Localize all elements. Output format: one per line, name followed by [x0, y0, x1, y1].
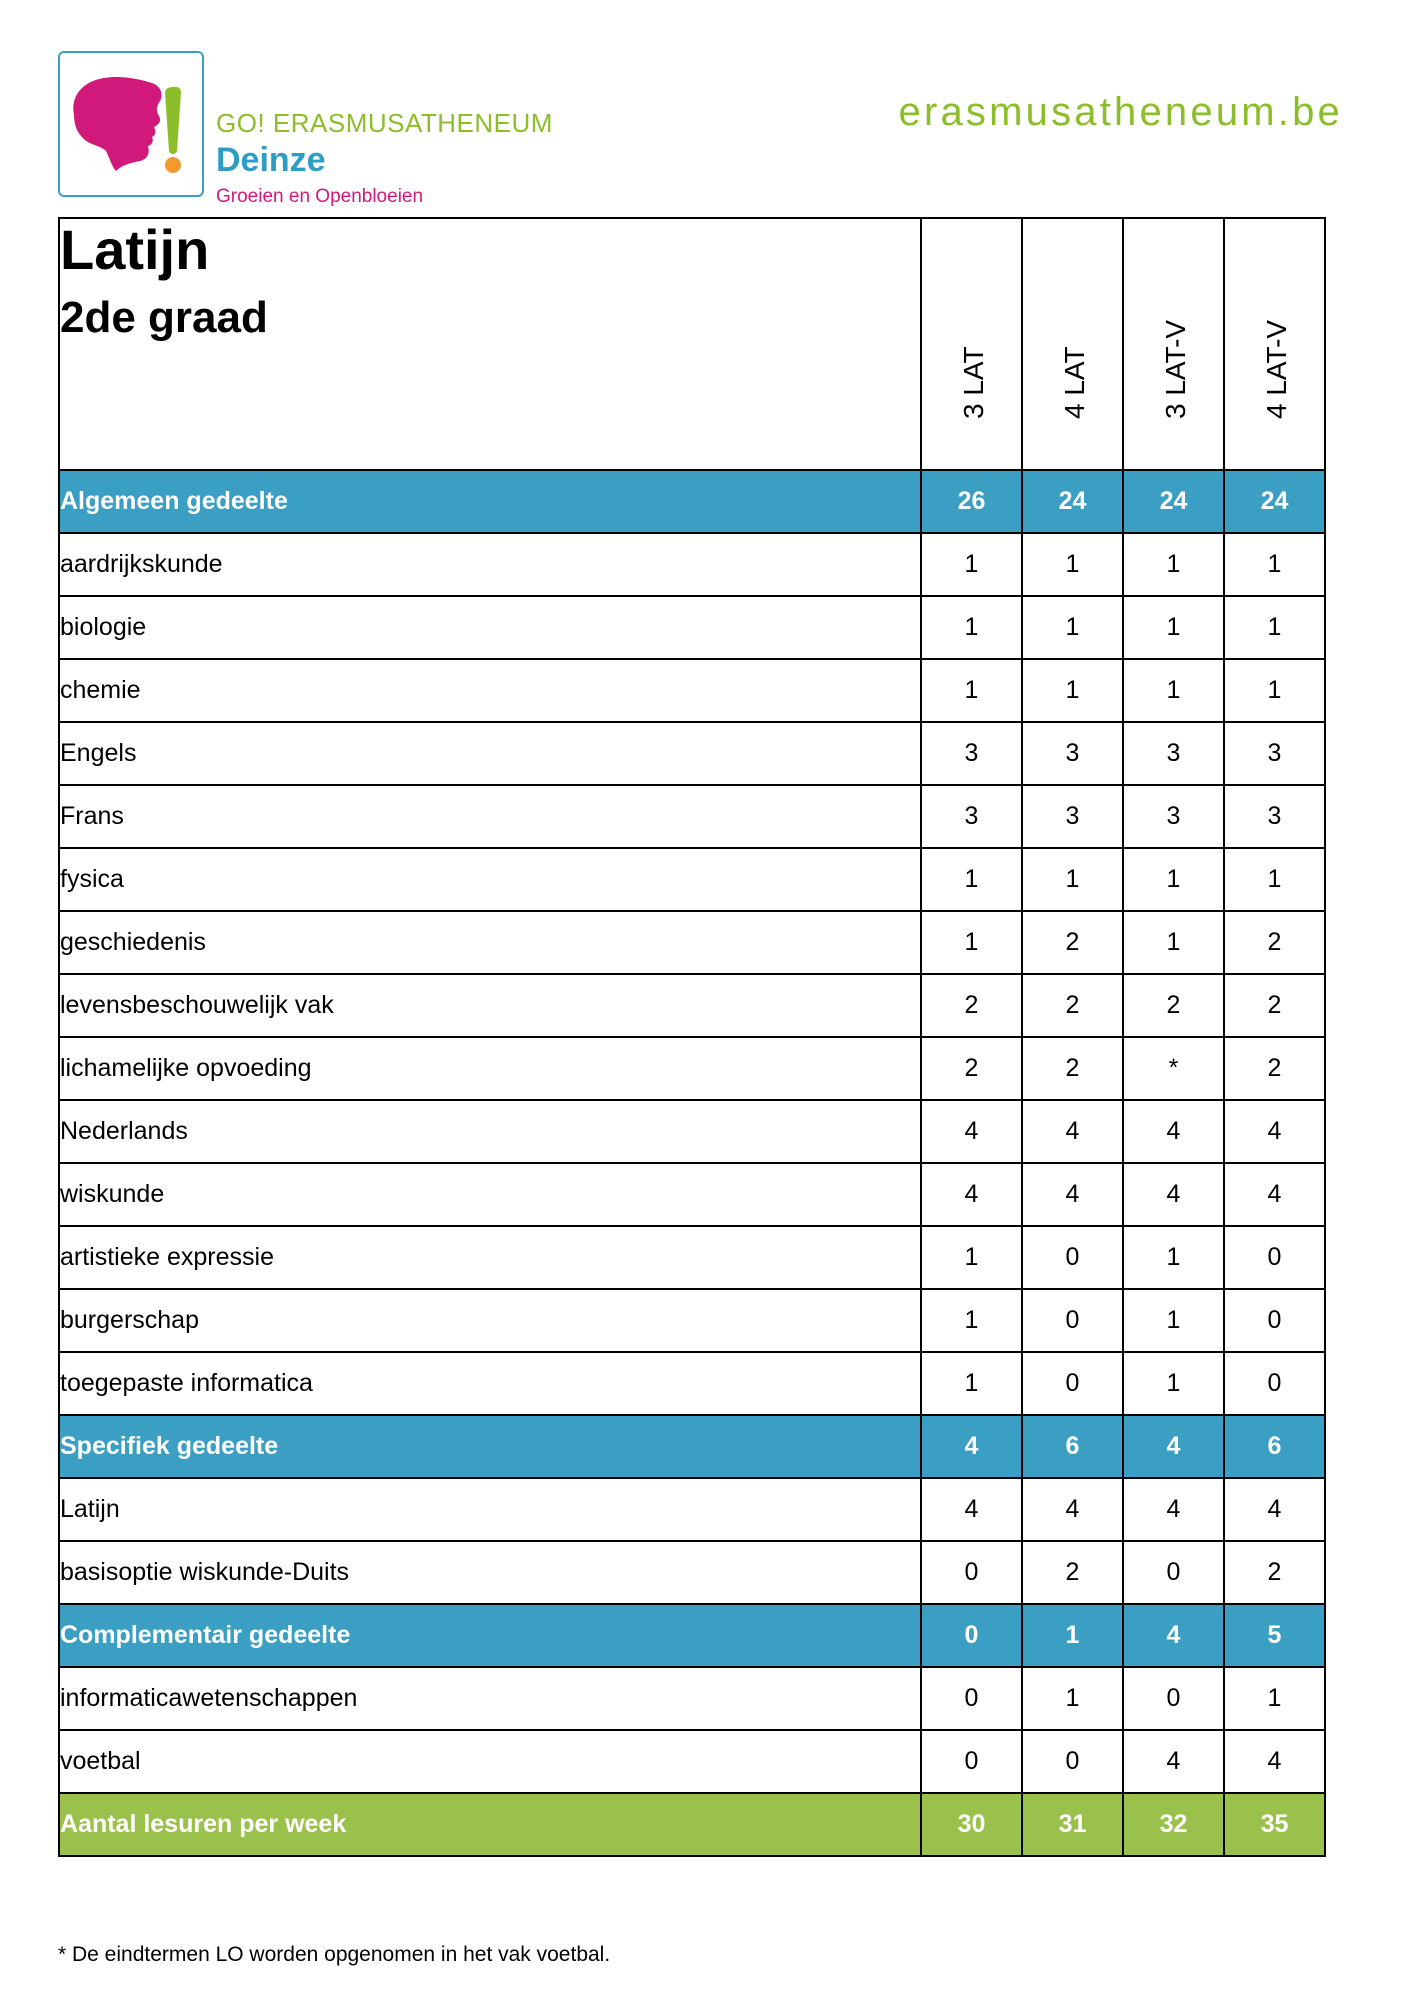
hours-cell: 1	[1123, 533, 1224, 596]
subject-name: lichamelijke opvoeding	[59, 1037, 921, 1100]
subject-name: Nederlands	[59, 1100, 921, 1163]
hours-cell: 1	[921, 848, 1022, 911]
hours-cell: 1	[1224, 848, 1325, 911]
table-row	[59, 722, 1325, 785]
hours-cell: 4	[921, 1415, 1022, 1478]
hours-cell: 1	[921, 1226, 1022, 1289]
subject-name: burgerschap	[59, 1289, 921, 1352]
hours-cell: 1	[921, 596, 1022, 659]
school-location: Deinze	[216, 141, 326, 179]
column-header-label: 4 LAT-V	[1260, 319, 1292, 419]
hours-cell: 1	[1022, 533, 1123, 596]
footnote: * De eindtermen LO worden opgenomen in het vak voetbal.	[58, 1943, 611, 1966]
subject-name: Algemeen gedeelte	[59, 470, 921, 533]
hours-cell: 1	[1022, 848, 1123, 911]
hours-cell: 4	[1123, 1100, 1224, 1163]
hours-cell: 2	[1022, 1541, 1123, 1604]
hours-cell: 6	[1224, 1415, 1325, 1478]
hours-cell: 1	[1123, 1352, 1224, 1415]
hours-cell: 0	[921, 1667, 1022, 1730]
table-row	[59, 911, 1325, 974]
subject-name: toegepaste informatica	[59, 1352, 921, 1415]
subject-name: Specifiek gedeelte	[59, 1415, 921, 1478]
table-row	[59, 1352, 1325, 1415]
subject-name: levensbeschouwelijk vak	[59, 974, 921, 1037]
subject-name: Complementair gedeelte	[59, 1604, 921, 1667]
hours-cell: 0	[921, 1541, 1022, 1604]
hours-cell: 3	[1123, 722, 1224, 785]
subject-name: geschiedenis	[59, 911, 921, 974]
hours-cell: 30	[921, 1793, 1022, 1856]
hours-cell: 1	[1224, 596, 1325, 659]
subject-name: Latijn	[59, 1478, 921, 1541]
column-header	[1224, 218, 1325, 470]
table-row	[59, 659, 1325, 722]
hours-cell: 1	[1123, 1289, 1224, 1352]
table-row	[59, 1541, 1325, 1604]
hours-cell: 0	[1224, 1226, 1325, 1289]
table-row	[59, 1289, 1325, 1352]
hours-cell: 4	[1022, 1478, 1123, 1541]
hours-cell: 2	[1224, 974, 1325, 1037]
subject-name: Frans	[59, 785, 921, 848]
hours-cell: 2	[1123, 974, 1224, 1037]
hours-cell: 1	[1022, 1667, 1123, 1730]
logo-text	[216, 108, 553, 208]
hours-cell: 26	[921, 470, 1022, 533]
hours-cell: 4	[1123, 1730, 1224, 1793]
table-row	[59, 1478, 1325, 1541]
hours-cell: 31	[1022, 1793, 1123, 1856]
section-row	[59, 1604, 1325, 1667]
hours-cell: 2	[921, 974, 1022, 1037]
table-row	[59, 848, 1325, 911]
hours-cell: 0	[1123, 1667, 1224, 1730]
school-logo	[58, 51, 204, 197]
subject-name: Aantal lesuren per week	[59, 1793, 921, 1856]
hours-cell: 2	[1224, 911, 1325, 974]
hours-cell: 32	[1123, 1793, 1224, 1856]
hours-cell: 0	[1224, 1289, 1325, 1352]
hours-cell: 6	[1022, 1415, 1123, 1478]
column-header	[1123, 218, 1224, 470]
hours-cell: 24	[1022, 470, 1123, 533]
table-row	[59, 596, 1325, 659]
hours-cell: 2	[1224, 1037, 1325, 1100]
school-name: GO! ERASMUSATHENEUM	[216, 108, 553, 138]
hours-cell: 4	[1224, 1478, 1325, 1541]
hours-cell: 1	[1224, 1667, 1325, 1730]
hours-cell: 1	[921, 1352, 1022, 1415]
hours-cell: 0	[921, 1604, 1022, 1667]
table-row	[59, 974, 1325, 1037]
table-row	[59, 1667, 1325, 1730]
hours-cell: 4	[1123, 1604, 1224, 1667]
hours-cell: 5	[1224, 1604, 1325, 1667]
page-subtitle: 2de graad	[60, 292, 268, 342]
hours-cell: 0	[1224, 1352, 1325, 1415]
hours-cell: 1	[921, 1289, 1022, 1352]
hours-cell: 4	[921, 1100, 1022, 1163]
hours-cell: 2	[1224, 1541, 1325, 1604]
subject-name: artistieke expressie	[59, 1226, 921, 1289]
lessons-table	[58, 217, 1326, 1857]
subject-name: wiskunde	[59, 1163, 921, 1226]
table-row	[59, 1226, 1325, 1289]
table-row	[59, 1730, 1325, 1793]
hours-cell: 3	[921, 722, 1022, 785]
hours-cell: 1	[1123, 848, 1224, 911]
page-title: Latijn	[60, 218, 210, 281]
hours-cell: 3	[1123, 785, 1224, 848]
table-row	[59, 785, 1325, 848]
head-silhouette-icon	[60, 53, 206, 199]
subject-name: fysica	[59, 848, 921, 911]
hours-cell: 0	[921, 1730, 1022, 1793]
hours-cell: 1	[921, 533, 1022, 596]
table-header-row	[59, 218, 1325, 470]
hours-cell: 3	[1224, 722, 1325, 785]
hours-cell: 0	[1022, 1352, 1123, 1415]
hours-cell: 3	[1022, 722, 1123, 785]
hours-cell: 35	[1224, 1793, 1325, 1856]
hours-cell: 4	[1022, 1100, 1123, 1163]
hours-cell: 4	[1123, 1478, 1224, 1541]
hours-cell: 4	[921, 1163, 1022, 1226]
hours-cell: 3	[1224, 785, 1325, 848]
subject-name: basisoptie wiskunde-Duits	[59, 1541, 921, 1604]
hours-cell: 1	[1123, 659, 1224, 722]
section-row	[59, 1415, 1325, 1478]
hours-cell: 4	[1224, 1730, 1325, 1793]
hours-cell: 1	[1123, 596, 1224, 659]
subject-name: voetbal	[59, 1730, 921, 1793]
hours-cell: 3	[1022, 785, 1123, 848]
column-header-label: 3 LAT-V	[1159, 319, 1191, 419]
hours-cell: 1	[921, 911, 1022, 974]
hours-cell: 3	[921, 785, 1022, 848]
subject-name: aardrijkskunde	[59, 533, 921, 596]
hours-cell: 1	[1022, 1604, 1123, 1667]
subject-name: Engels	[59, 722, 921, 785]
hours-cell: 0	[1123, 1541, 1224, 1604]
website-url: erasmusatheneum.be	[898, 90, 1343, 134]
table-body	[59, 470, 1325, 1856]
hours-cell: *	[1123, 1037, 1224, 1100]
hours-cell: 1	[1022, 659, 1123, 722]
table-row	[59, 1037, 1325, 1100]
subject-name: biologie	[59, 596, 921, 659]
subject-name: chemie	[59, 659, 921, 722]
hours-cell: 4	[1022, 1163, 1123, 1226]
section-row	[59, 470, 1325, 533]
school-slogan: Groeien en Openbloeien	[216, 186, 424, 207]
hours-cell: 24	[1123, 470, 1224, 533]
hours-cell: 1	[921, 659, 1022, 722]
hours-cell: 1	[1022, 596, 1123, 659]
hours-cell: 2	[921, 1037, 1022, 1100]
title-cell	[59, 218, 921, 470]
hours-cell: 4	[1123, 1415, 1224, 1478]
column-header-label: 4 LAT	[1058, 346, 1090, 419]
hours-cell: 2	[1022, 1037, 1123, 1100]
hours-cell: 1	[1123, 1226, 1224, 1289]
hours-cell: 0	[1022, 1730, 1123, 1793]
hours-cell: 1	[1123, 911, 1224, 974]
total-row	[59, 1793, 1325, 1856]
hours-cell: 24	[1224, 470, 1325, 533]
hours-cell: 4	[921, 1478, 1022, 1541]
hours-cell: 4	[1224, 1100, 1325, 1163]
hours-cell: 2	[1022, 911, 1123, 974]
hours-cell: 4	[1224, 1163, 1325, 1226]
subject-name: informaticawetenschappen	[59, 1667, 921, 1730]
column-header-label: 3 LAT	[957, 346, 989, 419]
hours-cell: 0	[1022, 1289, 1123, 1352]
hours-cell: 2	[1022, 974, 1123, 1037]
table-row	[59, 533, 1325, 596]
hours-cell: 4	[1123, 1163, 1224, 1226]
hours-cell: 0	[1022, 1226, 1123, 1289]
hours-cell: 1	[1224, 659, 1325, 722]
table-row	[59, 1163, 1325, 1226]
table-row	[59, 1100, 1325, 1163]
hours-cell: 1	[1224, 533, 1325, 596]
column-header	[921, 218, 1022, 470]
column-header	[1022, 218, 1123, 470]
